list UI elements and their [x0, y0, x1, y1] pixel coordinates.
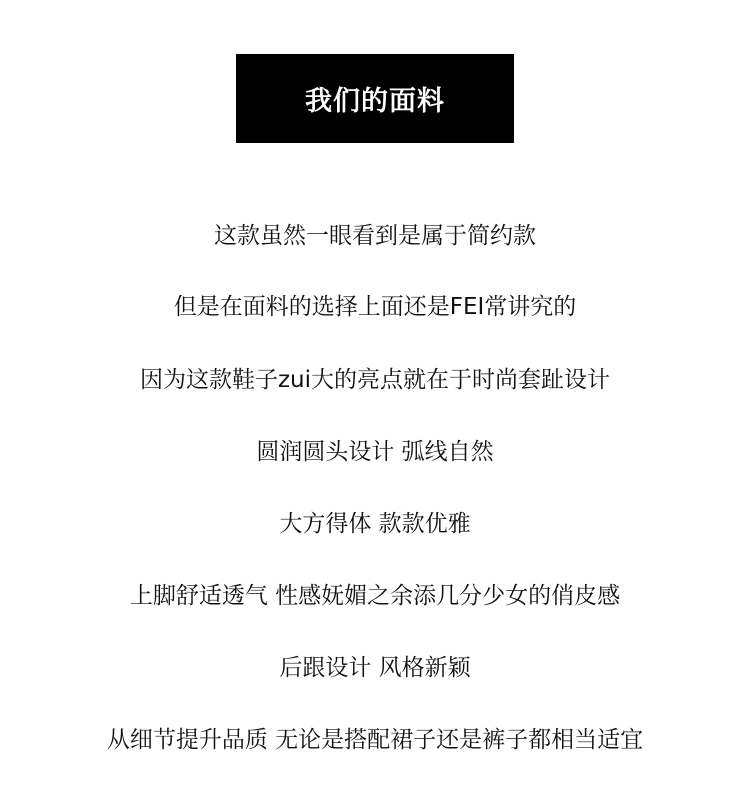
description-line-6: 上脚舒适透气 性感妩媚之余添几分少女的俏皮感	[129, 583, 621, 609]
description-line-4: 圆润圆头设计 弧线自然	[256, 439, 494, 465]
title-banner	[236, 54, 514, 143]
description-line-3: 因为这款鞋子zui大的亮点就在于时尚套趾设计	[139, 367, 611, 393]
description-line-5: 大方得体 款款优雅	[279, 511, 471, 537]
description-line-7: 后跟设计 风格新颖	[279, 655, 471, 681]
page-title: 我们的面料	[305, 86, 445, 117]
description-line-2: 但是在面料的选择上面还是FEI常讲究的	[173, 294, 577, 320]
description-line-8: 从细节提升品质 无论是搭配裙子还是裤子都相当适宜	[106, 727, 644, 753]
description-line-1: 这款虽然一眼看到是属于简约款	[214, 223, 536, 249]
